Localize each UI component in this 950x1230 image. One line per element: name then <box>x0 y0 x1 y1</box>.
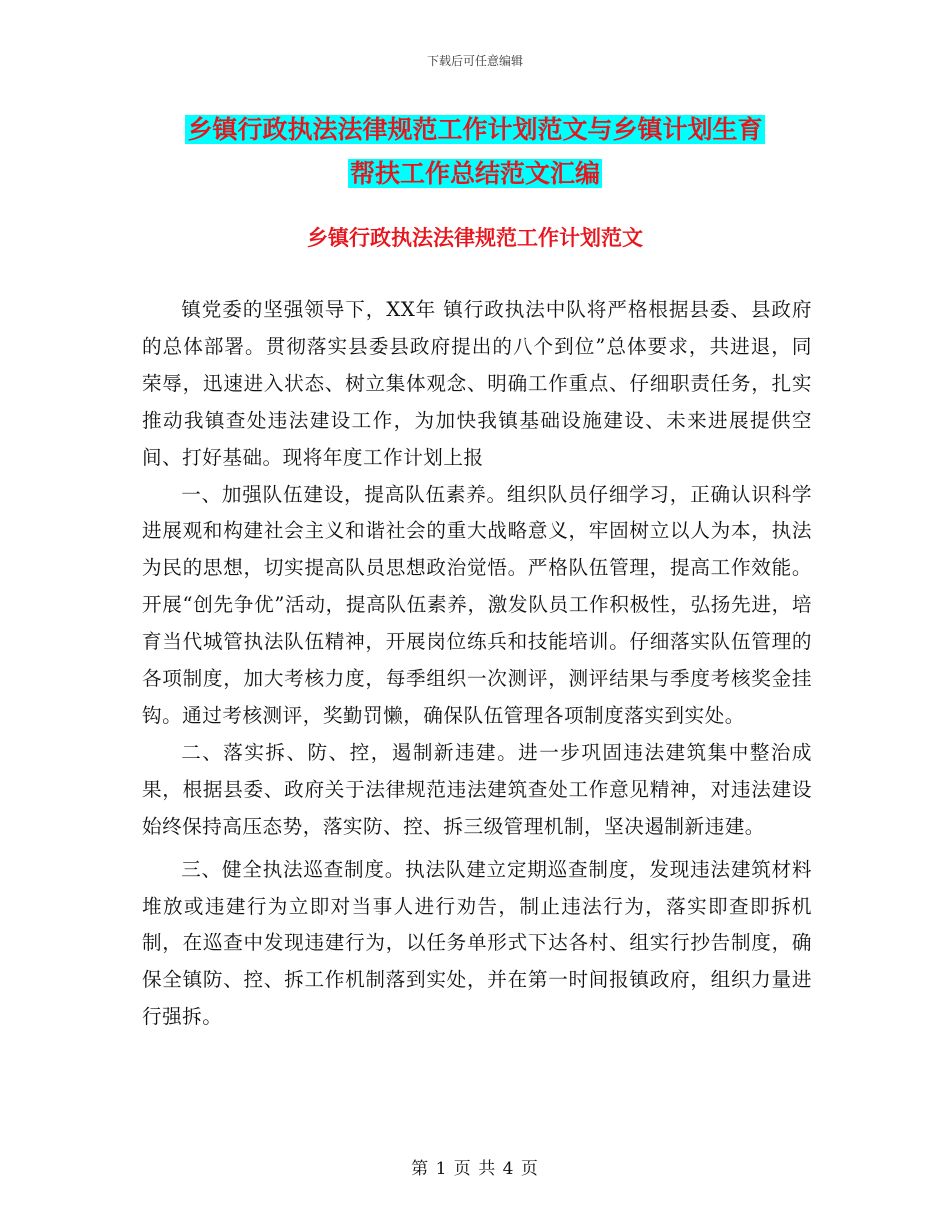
document-title-line-2 <box>0 152 950 196</box>
paragraph-intro: 镇党委的坚强领导下，XX年 镇行政执法中队将严格根据县委、县政府的总体部署。贯彻落实县委县政府提出的八个到位”总体要求，共进退，同荣辱，迅速进入状态、树立集体观念、明确工作重点、仔细职责任务，扎实推动我镇查处违法建设工作，为加快我镇基础设施建设、未来进展提供空间、打好基础。现将年度工作计划上报 <box>142 298 812 469</box>
paragraph-3: 三、健全执法巡查制度。执法队建立定期巡查制度，发现违法建筑材料堆放或违建行为立即对当事人进行劝告，制止违法行为，落实即查即拆机制，在巡查中发现违建行为，以任务单形式下达各村、组实行抄告制度，确保全镇防、控、拆工作机制落到实处，并在第一时间报镇政府，组织力量进行强拆。 <box>142 857 812 1029</box>
title-line-1-text: 乡镇行政执法法律规范工作计划范文与乡镇计划生育 <box>187 115 763 144</box>
section-title: 乡镇行政执法法律规范工作计划范文 <box>307 226 643 250</box>
paragraph-2: 二、落实拆、防、控，遏制新违建。进一步巩固违法建筑集中整治成果，根据县委、政府关于法律规范违法建筑查处工作意见精神，对违法建设始终保持高压态势，落实防、控、拆三级管理机制，坚决遏制新违建。 <box>142 740 812 838</box>
paragraph-1: 一、加强队伍建设，提高队伍素养。组织队员仔细学习，正确认识科学进展观和构建社会主义和谐社会的重大战略意义，牢固树立以人为本，执法为民的思想，切实提高队员思想政治觉悟。严格队伍管理，提高工作效能。开展“创先争优”活动，提高队伍素养，激发队员工作积极性，弘扬先进，培育当代城管执法队伍精神，开展岗位练兵和技能培训。仔细落实队伍管理的各项制度，加大考核力度，每季组织一次测评，测评结果与季度考核奖金挂钩。通过考核测评，奖勤罚懒，确保队伍管理各项制度落实到实处。 <box>142 482 812 727</box>
header-note: 下载后可任意编辑 <box>426 54 523 68</box>
document-body <box>142 292 812 1036</box>
title-line-2-text: 帮扶工作总结范文汇编 <box>349 159 600 188</box>
document-title-line-1 <box>0 108 950 152</box>
page-footer: 第 1 页 共 4 页 <box>411 1159 539 1179</box>
